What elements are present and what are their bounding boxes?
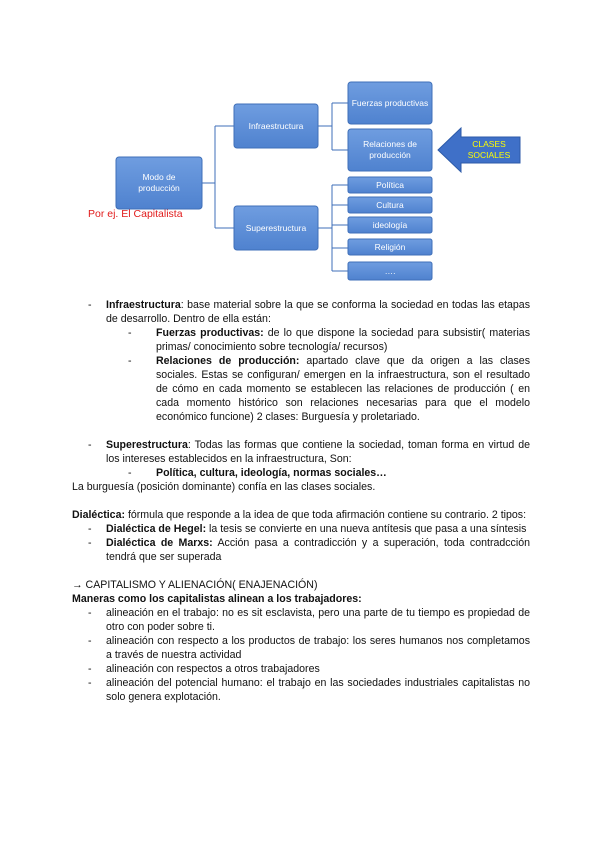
superestructura-item [72, 438, 530, 466]
node-relaciones-de-produccion [348, 129, 432, 171]
node-fuerzas-productivas [348, 82, 432, 124]
alienacion-item [72, 606, 530, 634]
bullet-dash: - [88, 663, 92, 675]
bullet-dash: - [88, 607, 92, 619]
node-cultura [348, 197, 432, 213]
alienacion-text: alineación en el trabajo: no es sit esclavista, pero una parte de tu tiempo es propiedad de otro con poder sobre ti. [106, 607, 530, 633]
dialectica-text: fórmula que responde a la idea de que toda afirmación contiene su contrario. 2 tipos: [125, 509, 527, 521]
bullet-dash: - [88, 677, 92, 689]
node-infraestructura [234, 104, 318, 148]
document-body [72, 298, 530, 704]
bullet-dash: - [88, 299, 92, 311]
hegel-text: la tesis se convierte en una nueva antítesis que pasa a una síntesis [206, 523, 527, 535]
marx-item [72, 536, 530, 564]
infraestructura-term: Infraestructura [106, 299, 181, 311]
clases-sociales-arrow [438, 128, 520, 172]
bullet-dash: - [128, 355, 132, 367]
superestructura-text: : Todas las formas que contiene la sociedad, toman forma en virtud de los intereses establecidos en la infraestructura, Son: [106, 439, 530, 465]
node-religion-label: Religión [374, 242, 406, 252]
alienacion-item [72, 676, 530, 704]
dialectica-term: Dialéctica: [72, 509, 125, 521]
node-infra-label: Infraestructura [248, 121, 304, 131]
node-ideologia [348, 217, 432, 233]
concept-diagram [0, 0, 600, 290]
bullet-dash: - [88, 439, 92, 451]
relaciones-produccion-item [72, 354, 530, 424]
fuerzas-productivas-item [72, 326, 530, 354]
bullet-dash: - [88, 635, 92, 647]
bullet-dash: - [88, 537, 92, 549]
node-superestructura [234, 206, 318, 250]
node-cultura-label: Cultura [376, 200, 404, 210]
alienacion-text: alineación con respectos a otros trabajadores [106, 663, 320, 675]
maneras-text: Maneras como los capitalistas alinean a los trabajadores: [72, 593, 362, 605]
alienacion-item [72, 634, 530, 662]
alienacion-text: alineación del potencial humano: el trabajo en las sociedades industriales capitalistas no solo genera explotación. [106, 677, 530, 703]
marx-term: Dialéctica de Marxs: [106, 537, 213, 549]
clases-sociales-label: CLASES SOCIALES [467, 139, 511, 160]
alienacion-item [72, 662, 530, 676]
hegel-item [72, 522, 530, 536]
alienacion-text: alineación con respecto a los productos de trabajo: los seres humanos nos completamos a través de nuestra actividad [106, 635, 530, 661]
burguesia-paragraph: La burguesía (posición dominante) confía en las clases sociales. [72, 481, 376, 493]
capitalismo-heading: → CAPITALISMO Y ALIENACIÓN( ENAJENACIÓN) [72, 579, 318, 591]
node-politica-label: Política [376, 180, 404, 190]
node-root-label: Modo de producción [138, 172, 180, 193]
node-modo-de-produccion [116, 157, 202, 209]
hegel-term: Dialéctica de Hegel: [106, 523, 207, 535]
relaciones-produccion-term: Relaciones de producción: [156, 355, 300, 367]
superestructura-term: Superestructura [106, 439, 188, 451]
node-relaciones-label: Relaciones de producción [363, 139, 417, 160]
dialectica-paragraph [72, 508, 530, 522]
superestructura-list-item [72, 466, 530, 480]
infraestructura-text: : base material sobre la que se conforma la sociedad en todas las etapas de desarrollo. Dentro de ella están: [106, 299, 530, 325]
node-ideologia-label: ideología [372, 220, 408, 230]
example-label: Por ej. El Capitalista [88, 208, 183, 220]
node-fuerzas-label: Fuerzas productivas [351, 98, 429, 108]
bullet-dash: - [128, 467, 132, 479]
maneras-heading [72, 592, 530, 606]
relaciones-produccion-text: apartado clave que da origen a las clases sociales. Estas se configuran/ emergen en la infraestructura, son el resultado de cómo en cada momento se establecen las relaciones de producción ( en cada momento histórico son relaciones necesarias para que el modelo económico funcione) 2 clases: Burguesía y proletariado. [156, 355, 530, 423]
node-etc [348, 262, 432, 280]
node-etc-label: …. [384, 266, 396, 276]
fuerzas-productivas-term: Fuerzas productivas: [156, 327, 264, 339]
superestructura-list: Política, cultura, ideología, normas sociales… [156, 467, 387, 479]
infraestructura-item [72, 298, 530, 326]
fuerzas-productivas-text: de lo que dispone la sociedad para subsistir( materias primas/ conocimiento sobre tecnología/ recursos) [156, 327, 530, 353]
node-politica [348, 177, 432, 193]
bullet-dash: - [128, 327, 132, 339]
node-religion [348, 239, 432, 255]
node-super-label: Superestructura [245, 223, 307, 233]
marx-text: Acción pasa a contradicción y a superación, toda contradcción tendrá que ser superada [106, 537, 530, 563]
bullet-dash: - [88, 523, 92, 535]
